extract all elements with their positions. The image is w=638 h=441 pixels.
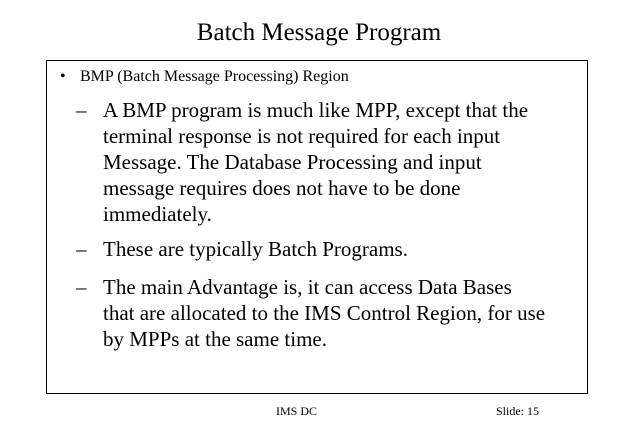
sub-bullet-line: immediately. (103, 202, 212, 226)
slide-number: Slide: 15 (496, 404, 540, 418)
dash-marker: – (76, 237, 87, 261)
sub-bullet-line: that are allocated to the IMS Control Region, for use (103, 301, 546, 325)
sub-bullet-line: Message. The Database Processing and input (103, 150, 482, 174)
sub-bullet-bmp-description (76, 97, 588, 227)
main-bullet-text: BMP (Batch Message Processing) Region (80, 68, 349, 85)
sub-bullet-line: terminal response is not required for each input (103, 124, 501, 148)
sub-bullet-advantage (76, 274, 588, 352)
sub-bullet-batch-programs (76, 236, 588, 262)
sub-bullet-line: by MPPs at the same time. (103, 327, 327, 351)
sub-bullet-line: The main Advantage is, it can access Data Bases (103, 275, 512, 299)
sub-bullet-line: These are typically Batch Programs. (103, 237, 408, 261)
slide-title: Batch Message Program (196, 19, 442, 46)
footer-title: IMS DC (276, 404, 318, 418)
dash-marker: – (76, 98, 87, 122)
dash-marker: – (76, 275, 87, 299)
bullet-marker: • (60, 68, 66, 85)
sub-bullet-line: A BMP program is much like MPP, except that the (103, 98, 529, 122)
sub-bullet-line: message requires does not have to be done (103, 176, 461, 200)
main-bullet (60, 67, 349, 87)
